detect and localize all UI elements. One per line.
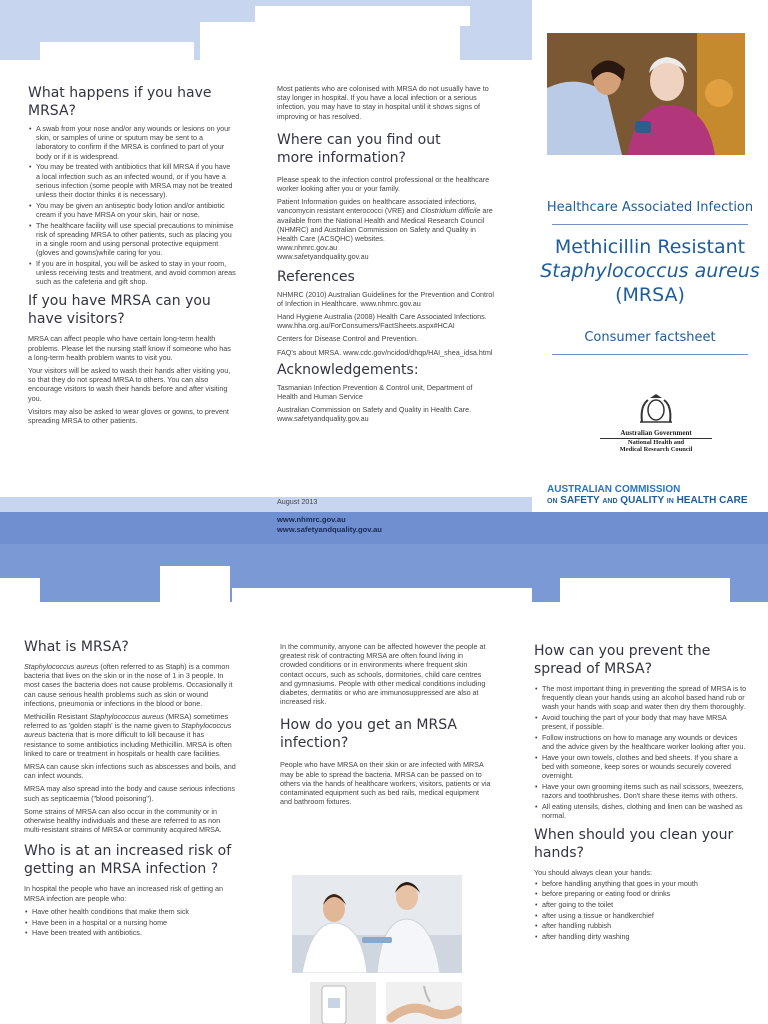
- col2-top: [277, 84, 495, 428]
- where-link-safety[interactable]: www.safetyandquality.gov.au: [277, 252, 369, 262]
- list-item: • Avoid touching the part of your body that may have MRSA present, if possible.: [542, 713, 750, 731]
- publication-date: August 2013: [277, 497, 318, 506]
- list-item: • Follow instructions on how to manage any wounds or devices and the advice given by the healthcare worker looking after you.: [542, 733, 750, 751]
- doctor-child-photo: [292, 875, 462, 973]
- bottom-step-1: [0, 578, 40, 608]
- what-happens-list: [28, 124, 236, 286]
- what-p5: Some strains of MRSA can also occur in the community or in otherwise healthy individuals and these are referred to as non multi-resistant strains of MRSA or community acquired MRSA.: [24, 806, 222, 835]
- footer-links: [277, 515, 382, 535]
- what-p2: [24, 712, 238, 758]
- what-p4: MRSA may also spread into the body and cause serious infections such as septicaemia ("blood poisoning").: [24, 784, 235, 803]
- list-item: • You may be treated with antibiotics that kill MRSA if you have a local infection such as an infected wound, or if you have a serious infection (some people with MRSA may not be treated unless their doctor thinks it is necessary).: [36, 162, 236, 199]
- consumer-factsheet: Consumer factsheet: [584, 330, 716, 345]
- col3-bottom: [534, 642, 750, 945]
- gov-line-1: Australian Government: [600, 429, 712, 439]
- list-item: • The healthcare facility will use special precautions to minimise risk of spreading MRSA to other patients, such as placing you in a single room and using personal protective equipment (gloves and gowns)while caring for you.: [36, 221, 236, 258]
- who-p: In hospital the people who have an increased risk of getting an MRSA infection are people who:: [24, 884, 223, 903]
- heading-what-happens: What happens if you have MRSA?: [28, 85, 212, 119]
- what-p2-italic-2: Staphylococcus aureus: [24, 721, 232, 740]
- doctor-child-image: [292, 875, 462, 973]
- list-item: • Have your own grooming items such as nail scissors, tweezers, razors and toothbrushes. Don't share these items with others.: [542, 782, 750, 800]
- top-step-1: [40, 42, 194, 76]
- top-step-3: [255, 6, 470, 26]
- visitors-p3: Visitors may also be asked to wear gloves or gowns, to prevent spreading MRSA to other patients.: [28, 406, 229, 426]
- what-p2-text-c: bacteria that is more difficult to kill because it has resistance to some antibiotics including Methicillin. MRSA is often linked to care or treatment in hospitals or health care facilities.: [24, 730, 232, 758]
- clean-list: [534, 879, 750, 942]
- hand-washing-photo: [386, 982, 462, 1024]
- commission-safety: SAFETY: [560, 495, 600, 506]
- nurse-patient-photo: [547, 33, 745, 155]
- what-p1: [24, 662, 238, 708]
- heading-prevent: How can you prevent the spread of MRSA?: [534, 643, 711, 677]
- commission-line-1: AUSTRALIAN COMMISSION: [547, 484, 681, 495]
- where-p2: [277, 197, 495, 243]
- stay-intro: Most patients who are colonised with MRSA do not usually have to stay longer in hospital. If you have a local infection or a serious infection, you may have to stay in hospital until it shows signs of improving or has resolved.: [277, 84, 489, 121]
- hand-washing-image: [386, 982, 462, 1024]
- reference-3: Centers for Disease Control and Prevention.: [277, 334, 419, 344]
- hand-rub-dispenser-photo: [310, 982, 376, 1024]
- bottom-step-2: [160, 566, 230, 606]
- title-line-3: (MRSA): [615, 284, 685, 306]
- list-item: • before preparing or eating food or drinks: [542, 889, 750, 898]
- where-p2-text-b: are available from the National Health and Medical Research Council (NHMRC) and Australian Commission on Safety and Quality in Health Care (ACSQHC) websites.: [277, 206, 493, 244]
- what-p3: MRSA can cause skin infections such as abscesses and boils, and can infect wounds.: [24, 762, 236, 781]
- visitors-p2: Your visitors will be asked to wash their hands after visiting you, so that they do not spread MRSA to others. You can also encourage visitors to wash their hands before and after visiting you.: [28, 366, 231, 403]
- footer-link-safety[interactable]: www.safetyandquality.gov.au: [277, 525, 382, 534]
- gov-line-3: Medical Research Council: [619, 446, 693, 453]
- list-item: • Have your own towels, clothes and bed sheets. If you share a bed with someone, keep sores or wounds securely covered overnight.: [542, 753, 750, 781]
- heading-where: Where can you find out more information?: [277, 131, 441, 166]
- list-item: • If you are in hospital, you will be asked to stay in your room, unless receiving tests and treatment, and avoid common areas such as the cafeteria and gift shop.: [36, 259, 236, 287]
- reference-2: Hand Hygiene Australia (2008) Health Care Associated Infections. www.hha.org.au/ForConsumers/FactSheets.aspx#HCAI: [277, 312, 487, 331]
- cover-divider-2: [552, 354, 748, 355]
- bottom-step-4: [560, 578, 730, 608]
- where-p2-italic: Clostridium difficile: [420, 206, 481, 216]
- ack-2: Australian Commission on Safety and Quality in Health Care. www.safetyandquality.gov.au: [277, 405, 472, 424]
- what-p2-text-a: Methicillin Resistant: [24, 712, 88, 722]
- list-item: • after handling rubbish: [542, 921, 750, 930]
- list-item: • Have been treated with antibiotics.: [32, 928, 238, 937]
- commission-logo: [547, 484, 757, 506]
- list-item: • The most important thing in preventing the spread of MRSA is to frequently clean your hands using an alcohol based hand rub or wash your hands with soap and water then dry them thoroughly.: [542, 684, 750, 712]
- what-p2-italic: Staphylococcus aureus: [89, 712, 164, 722]
- coat-of-arms-icon: [636, 392, 676, 424]
- heading-visitors: If you have MRSA can you have visitors?: [28, 293, 211, 328]
- nurse-patient-image: [547, 33, 745, 155]
- list-item: • You may be given an antiseptic body lotion and/or antibiotic cream if you have MRSA on your skin, hair or nose.: [36, 201, 236, 219]
- heading-who-at-risk: Who is at an increased risk of getting an MRSA infection ?: [24, 843, 232, 878]
- commission-line-2: [547, 495, 757, 506]
- main-title: [532, 235, 768, 307]
- gov-line-2: National Health and: [627, 439, 685, 446]
- list-item: • after going to the toilet: [542, 900, 750, 909]
- list-item: • before handling anything that goes in your mouth: [542, 879, 750, 888]
- bottom-step-3: [232, 588, 532, 608]
- ack-1: Tasmanian Infection Prevention & Control unit, Department of Health and Human Service: [277, 382, 473, 402]
- heading-clean-hands: When should you clean your hands?: [534, 827, 734, 862]
- heading-acknowledgements: Acknowledgements:: [277, 361, 419, 378]
- commission-on: ON: [547, 498, 558, 505]
- how-p: People who have MRSA on their skin or are infected with MRSA may be able to spread the bacteria. MRSA can be passed on to others via the hands of healthcare workers, visitors, patients or via contaminated equipment such as bed rails, medical equipment and bathroom fixtures.: [280, 760, 491, 807]
- where-p1: Please speak to the infection control professional or the healthcare worker looking after you or your family.: [277, 174, 490, 194]
- who-list: [24, 907, 238, 938]
- clean-p: You should always clean your hands:: [534, 868, 653, 878]
- cover-divider: [552, 224, 748, 225]
- top-step-2: [200, 22, 460, 72]
- where-p2-text: Patient Information guides on healthcare associated infections, vancomycin resistant enterococci (VRE) and: [277, 197, 477, 216]
- heading-what-is-mrsa: What is MRSA?: [24, 639, 129, 655]
- community-p: In the community, anyone can be affected however the people at greatest risk of contracting MRSA are often found living in crowded conditions or in environments where frequent skin contact occurs, such as schools, dormitories, child care centres and gymnasiums. People with other medical conditions including diabetes, dermatitis or who are immunosuppressed are also at increased risk.: [280, 642, 486, 707]
- what-p1-text: (often referred to as Staph) is a common bacteria that lives on the skin or in the nose of 1 in 3 people. In most cases the bacteria does not cause problems. Occasionally it can cause serious health problems such as skin or wound infections, pneumonia or infections in the blood or bone.: [24, 662, 233, 708]
- series-title: Healthcare Associated Infection: [546, 200, 754, 215]
- visitors-p1: MRSA can affect people who have certain long-term health problems. Please let the nursing staff know if someone who has a long-term health problem wants to visit you.: [28, 334, 231, 362]
- col1-bottom: [24, 638, 238, 941]
- reference-1: NHMRC (2010) Australian Guidelines for the Prevention and Control of Infection in Healthcare. www.nhmrc.gov.au: [277, 289, 494, 308]
- reference-4: FAQ's about MRSA. www.cdc.gov/ncidod/dhqp/HAI_shea_idsa.html: [277, 347, 493, 357]
- title-line-1: Methicillin Resistant: [554, 236, 746, 258]
- title-line-2: Staphylococcus aureus: [540, 260, 760, 282]
- list-item: • Have been in a hospital or a nursing home: [32, 918, 238, 927]
- commission-and: AND: [602, 498, 618, 505]
- what-p2-text-b: (MRSA) sometimes referred to as 'golden staph' is the name given to: [24, 712, 229, 731]
- list-item: • All eating utensils, dishes, clothing and linen can be washed as normal.: [542, 802, 750, 820]
- list-item: • Have other health conditions that make them sick: [32, 907, 238, 916]
- list-item: • after handling dirty washing: [542, 932, 750, 941]
- dispenser-image: [310, 982, 376, 1024]
- commission-health-care: HEALTH CARE: [676, 495, 748, 506]
- government-logo: [590, 392, 722, 464]
- list-item: • after using a tissue or handkerchief: [542, 911, 750, 920]
- commission-quality: QUALITY: [620, 495, 665, 506]
- commission-in: IN: [666, 498, 674, 505]
- list-item: • A swab from your nose and/or any wounds or lesions on your skin, or samples of urine or sputum may be sent to a laboratory to confirm if the MRSA is confined to part of your body or if it is widespread.: [36, 124, 236, 161]
- col2-bottom: [280, 642, 492, 810]
- where-link-nhmrc[interactable]: www.nhmrc.gov.au: [277, 243, 338, 253]
- heading-references: References: [277, 268, 355, 285]
- col1-top: [28, 84, 236, 429]
- what-p1-italic: Staphylococcus aureus: [24, 662, 99, 671]
- middle-blue-band: [0, 512, 768, 544]
- prevent-list: [534, 684, 750, 820]
- heading-how-get: How do you get an MRSA infection?: [280, 717, 457, 752]
- footer-link-nhmrc[interactable]: www.nhmrc.gov.au: [277, 515, 346, 524]
